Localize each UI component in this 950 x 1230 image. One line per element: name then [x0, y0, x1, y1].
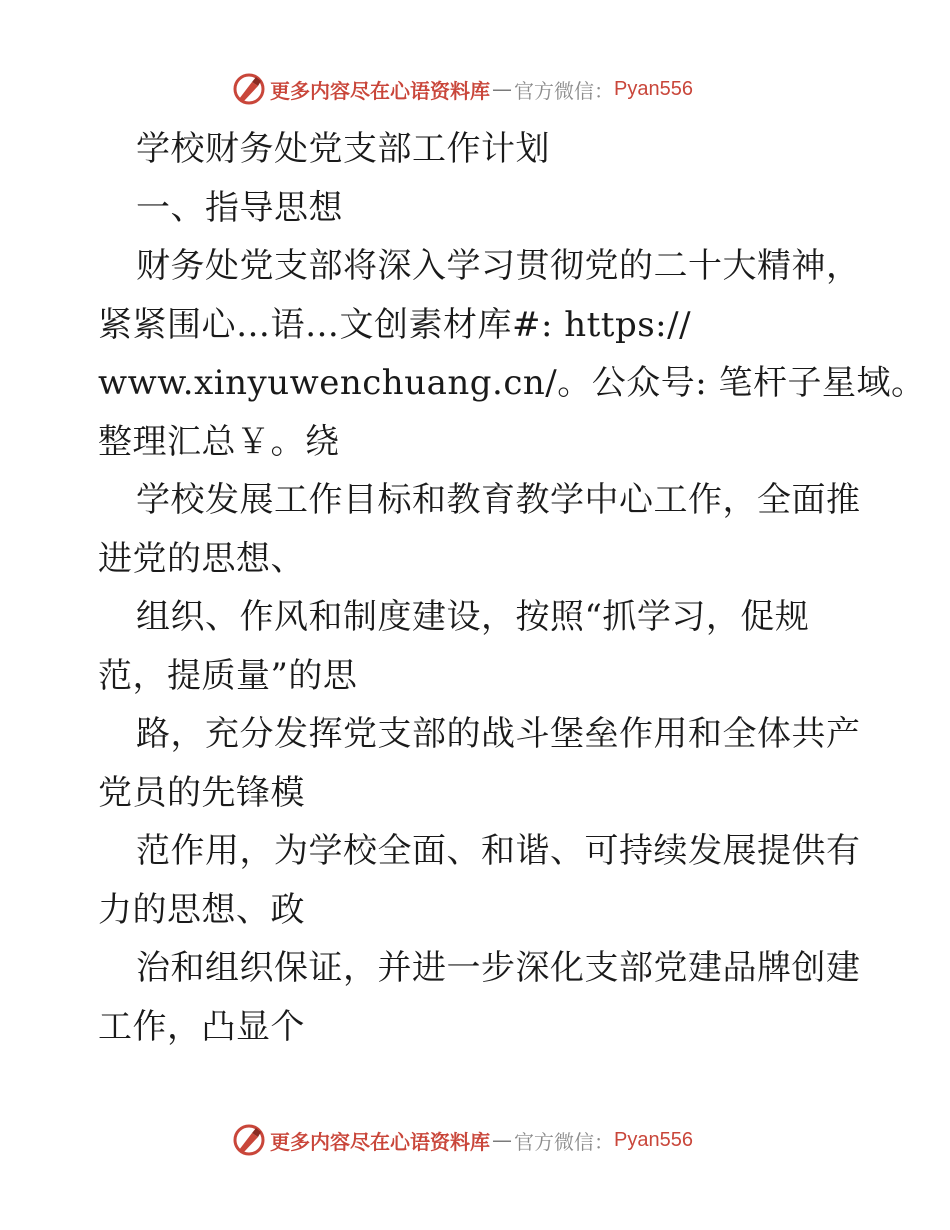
banner-promo-text: 更多内容尽在心语资料库 — [270, 1129, 490, 1154]
pen-nib-logo-icon — [232, 1123, 266, 1157]
pen-nib-logo-icon — [232, 72, 266, 106]
header-banner — [232, 71, 693, 107]
paragraph-line: 范作用，为学校全面、和谐、可持续发展提供有 — [136, 831, 861, 871]
banner-promo-text: 更多内容尽在心语资料库 — [270, 78, 490, 103]
paragraph-line: 组织、作风和制度建设，按照“抓学习，促规 — [136, 597, 810, 637]
banner-wechat-id: Pyan556 — [614, 1128, 693, 1151]
paragraph-line: 进党的思想、 — [98, 538, 305, 579]
banner-separator: — — [492, 1128, 512, 1152]
banner-wechat-label: 官方微信： — [514, 1129, 614, 1154]
paragraph-line: www.xinyuwenchuang.cn/。公众号: 笔杆子星域。 — [98, 363, 926, 403]
section-heading: 一、指导思想 — [136, 187, 343, 228]
paragraph-line: 财务处党支部将深入学习贯彻党的二十大精神， — [136, 246, 861, 286]
paragraph-line: 治和组织保证，并进一步深化支部党建品牌创建 — [136, 948, 861, 988]
paragraph-line: 范，提质量”的思 — [98, 655, 358, 696]
footer-banner — [232, 1122, 693, 1158]
paragraph-line: 紧紧围心…语…文创素材库#: https:// — [98, 304, 692, 345]
paragraph-line: 路，充分发挥党支部的战斗堡垒作用和全体共产 — [136, 714, 861, 754]
paragraph-line: 整理汇总￥。绕 — [98, 421, 340, 462]
banner-wechat-label: 官方微信： — [514, 78, 614, 103]
paragraph-line: 党员的先锋模 — [98, 772, 305, 813]
document-title: 学校财务处党支部工作计划 — [136, 129, 550, 169]
banner-separator: — — [492, 77, 512, 101]
paragraph-line: 力的思想、政 — [98, 889, 305, 930]
paragraph-line: 学校发展工作目标和教育教学中心工作，全面推 — [136, 480, 861, 520]
banner-wechat-id: Pyan556 — [614, 77, 693, 100]
paragraph-line: 工作，凸显个 — [98, 1006, 305, 1047]
document-body — [98, 120, 926, 1056]
